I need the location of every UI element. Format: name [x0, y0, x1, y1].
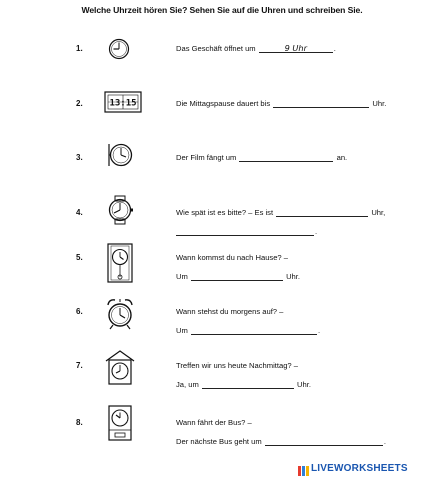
item-number-4: 4.	[76, 208, 83, 217]
item-5-line2-suffix: Uhr.	[286, 272, 300, 281]
item-4-text	[176, 208, 385, 217]
exercise-title: Welche Uhrzeit hören Sie? Sehen Sie auf die Uhren und schreiben Sie.	[81, 5, 363, 15]
item-7-text	[176, 361, 298, 370]
item-4-answer-blank-2[interactable]	[176, 227, 314, 236]
item-6-answer-blank[interactable]	[191, 326, 317, 335]
item-7-answer-blank[interactable]	[202, 380, 294, 389]
item-7-line2-prefix: Ja, um	[176, 380, 199, 389]
wristwatch-icon	[104, 195, 136, 230]
digital-clock-display: 13:15	[109, 98, 137, 109]
item-5-answer-blank[interactable]	[191, 272, 283, 281]
item-1-text	[176, 44, 336, 53]
item-6-text	[176, 307, 283, 316]
item-number-8: 8.	[76, 418, 83, 427]
item-2-prompt: Die Mittagspause dauert bis	[176, 99, 271, 108]
item-1-prompt: Das Geschäft öffnet um	[176, 44, 256, 53]
item-1-handwritten-answer: 9 Uhr	[284, 43, 307, 53]
watermark: LIVEWORKSHEETS	[311, 463, 408, 474]
alarm-clock-icon	[104, 140, 136, 175]
item-7-text-line-2	[176, 380, 311, 389]
item-2-suffix: Uhr.	[372, 99, 387, 108]
liveworksheets-logo-icon	[298, 464, 310, 482]
item-1-suffix: .	[333, 44, 336, 53]
item-8-prompt: Wann fährt der Bus? –	[176, 418, 252, 427]
item-5-text-line-2	[176, 272, 300, 281]
item-8-line2-prefix: Der nächste Bus geht um	[176, 437, 262, 446]
item-4-prompt: Wie spät ist es bitte? – Es ist	[176, 208, 274, 217]
item-6-prompt: Wann stehst du morgens auf? –	[176, 307, 284, 316]
item-6-line2-prefix: Um	[176, 326, 188, 335]
clock-icon	[104, 37, 134, 66]
item-number-1: 1.	[76, 44, 83, 53]
item-3-text	[176, 153, 347, 162]
item-number-2: 2.	[76, 99, 83, 108]
item-3-answer-blank[interactable]	[239, 153, 333, 162]
item-4-answer-blank-1[interactable]	[276, 208, 368, 217]
item-number-6: 6.	[76, 307, 83, 316]
item-4-text-line-2	[176, 227, 317, 236]
item-5-text	[176, 253, 288, 262]
item-3-prompt: Der Film fängt um	[176, 153, 237, 162]
item-5-line2-prefix: Um	[176, 272, 188, 281]
house-clock-icon	[104, 349, 136, 390]
item-4-suffix: Uhr,	[371, 208, 386, 217]
item-8-text-line-2	[176, 437, 386, 446]
item-4-line2-suffix: .	[315, 227, 318, 236]
item-3-suffix: an.	[336, 153, 348, 162]
item-8-answer-blank[interactable]	[265, 437, 383, 446]
pendulum-clock-icon	[104, 405, 136, 446]
item-5-prompt: Wann kommst du nach Hause? –	[176, 253, 288, 262]
digital-clock-icon	[104, 89, 142, 120]
item-number-5: 5.	[76, 253, 83, 262]
item-8-line2-suffix: .	[383, 437, 386, 446]
item-7-line2-suffix: Uhr.	[297, 380, 311, 389]
item-8-text	[176, 418, 252, 427]
item-number-7: 7.	[76, 361, 83, 370]
item-6-line2-suffix: .	[317, 326, 321, 335]
item-7-prompt: Treffen wir uns heute Nachmittag? –	[176, 361, 298, 370]
tower-clock-icon	[104, 243, 136, 288]
item-1-answer-blank[interactable]	[259, 44, 333, 53]
item-number-3: 3.	[76, 153, 83, 162]
item-2-answer-blank[interactable]	[273, 99, 369, 108]
item-2-text	[176, 99, 386, 108]
bell-alarm-clock-icon	[104, 297, 136, 336]
item-6-text-line-2	[176, 326, 320, 335]
